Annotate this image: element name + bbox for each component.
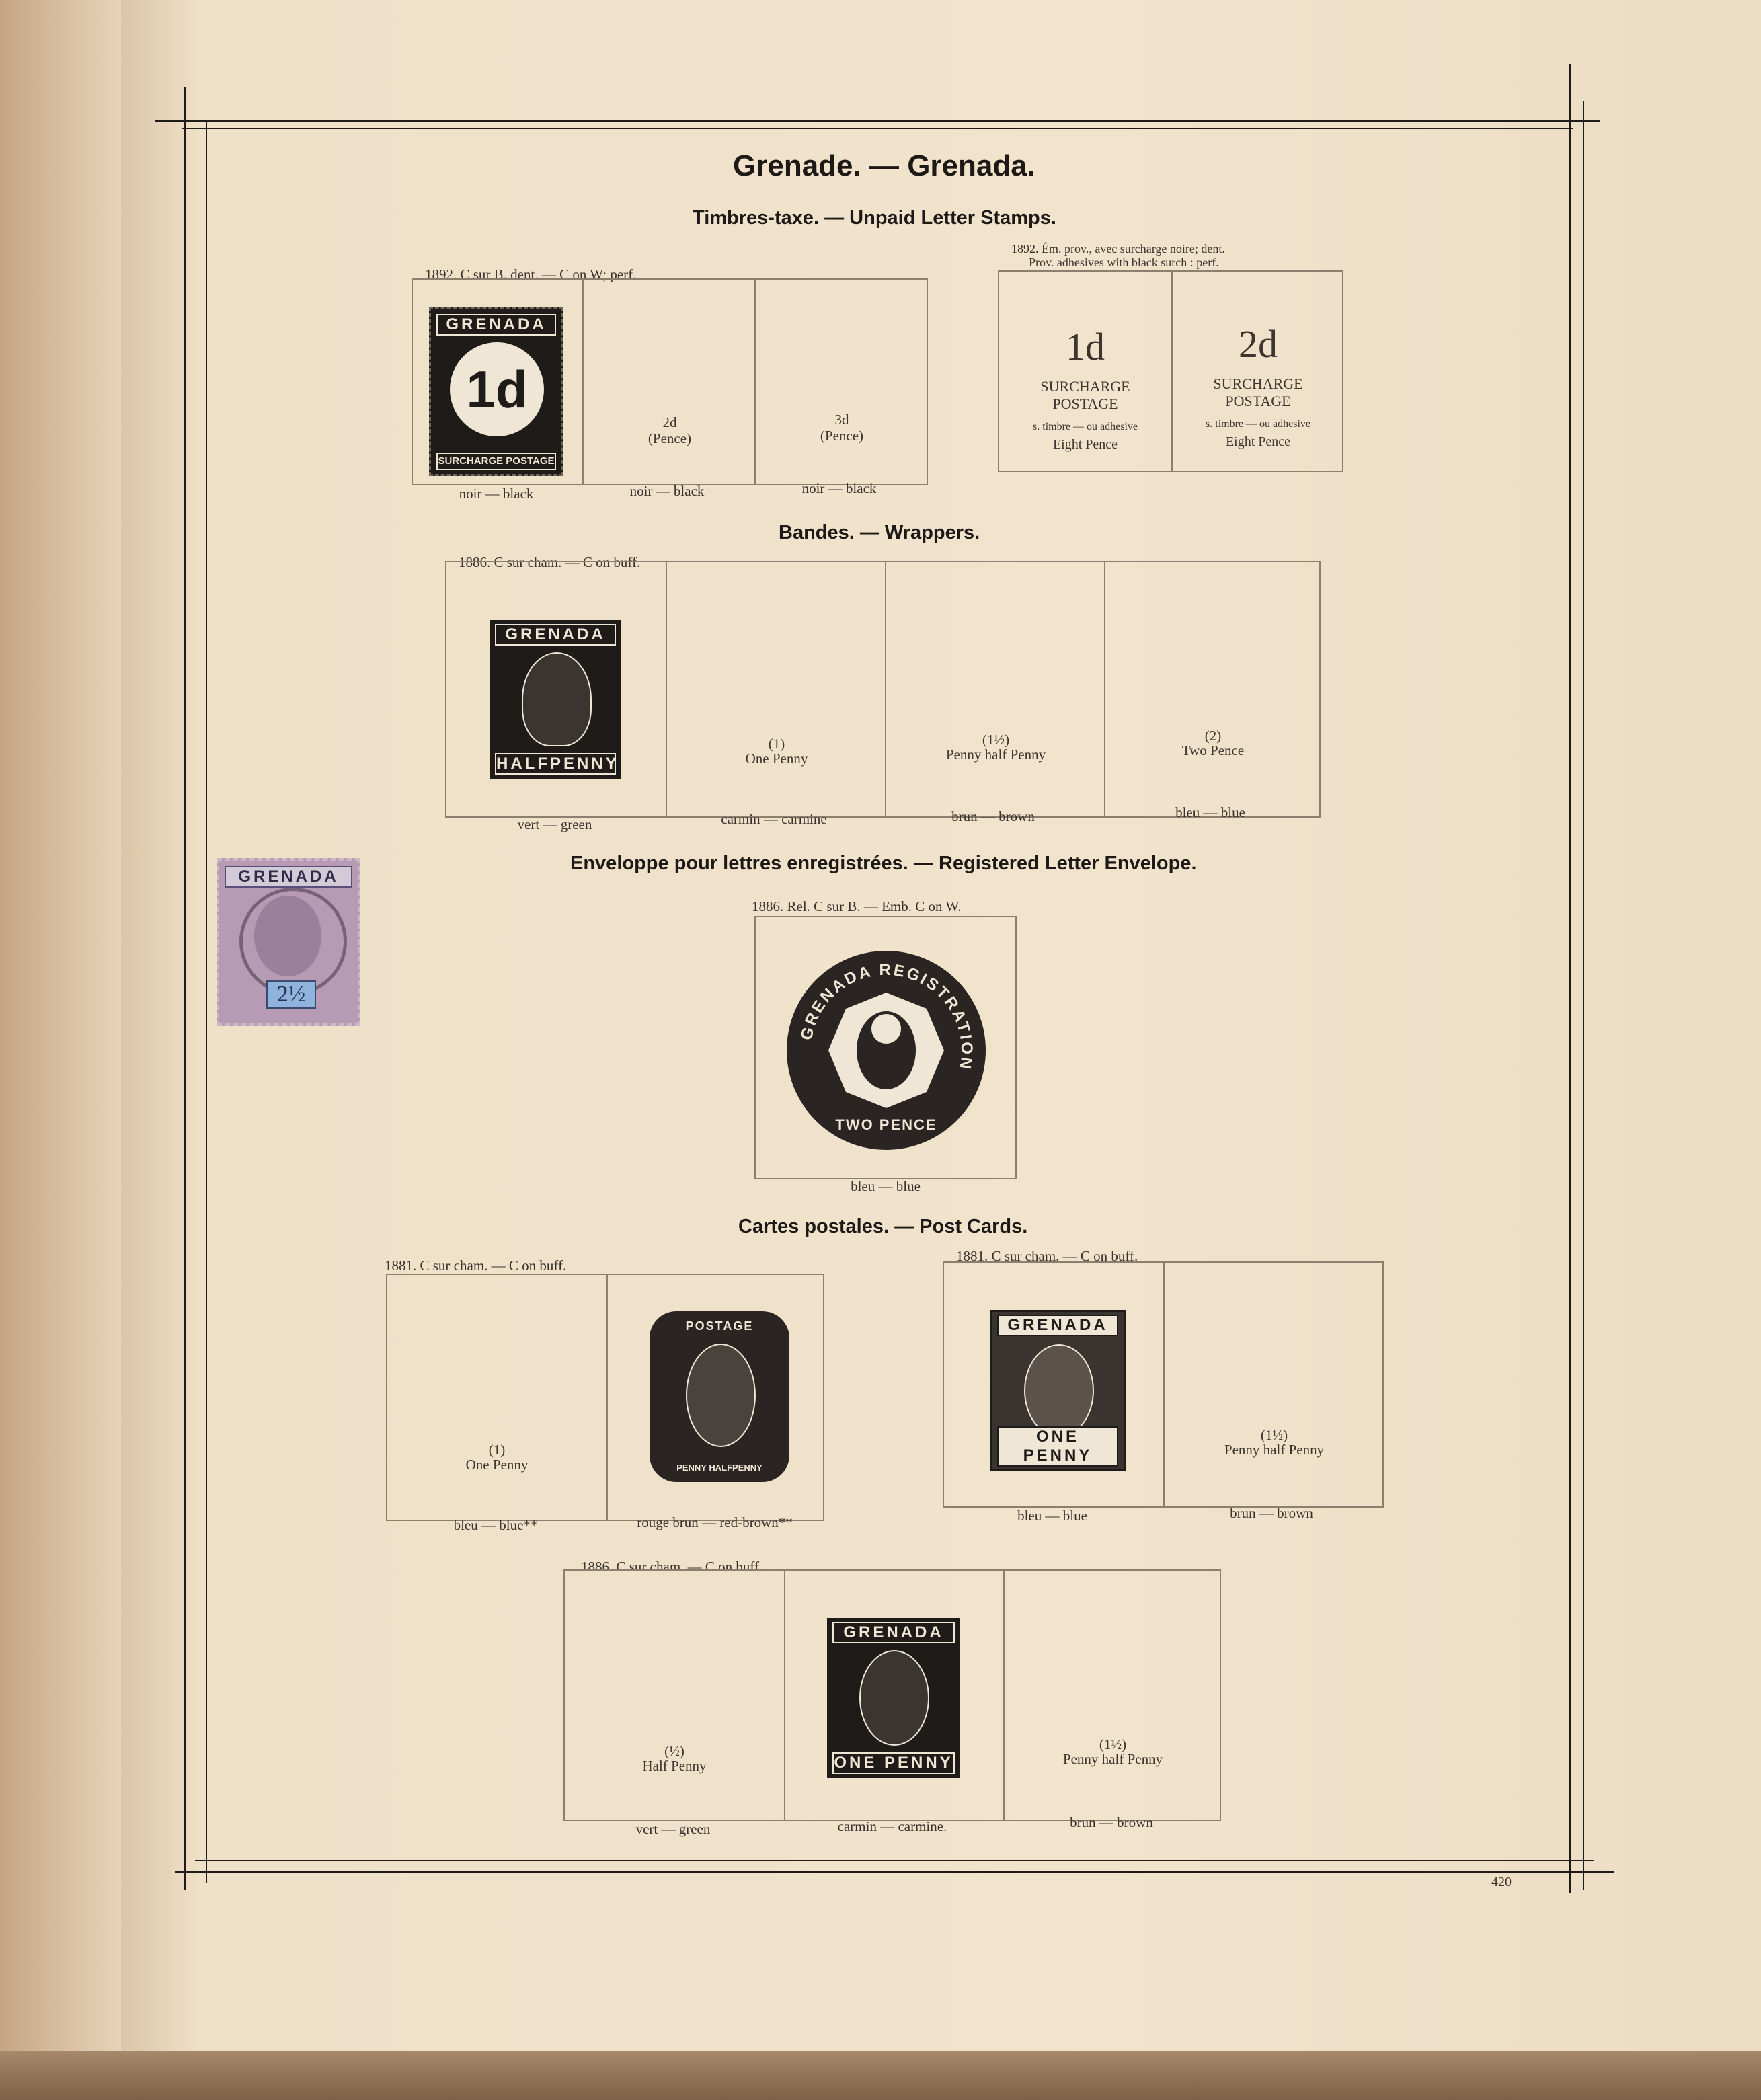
cell-value: (1) <box>768 736 785 752</box>
caption: bleu — blue <box>1175 804 1245 820</box>
prov-cell-1 <box>999 272 1171 471</box>
postcards-bottom-frame <box>563 1569 1221 1821</box>
postmark-icon <box>239 888 347 995</box>
caption: carmin — carmine <box>721 811 827 827</box>
wrappers-note: 1886. C sur cham. — C on buff. <box>459 554 641 570</box>
cell-label: Penny half Penny <box>1062 1751 1163 1767</box>
postcard-cell-4 <box>1163 1263 1384 1506</box>
border-bottom-inner <box>195 1860 1594 1861</box>
queen-portrait-icon <box>522 652 592 746</box>
cell-label: Penny half Penny <box>1224 1442 1325 1458</box>
registered-frame <box>754 916 1017 1179</box>
cell-label: One Penny <box>465 1456 529 1473</box>
postcards-left-frame <box>386 1274 824 1521</box>
caption: bleu — blue <box>851 1178 921 1194</box>
caption: brun — brown <box>1230 1505 1313 1521</box>
cell-value: (2) <box>1204 728 1222 744</box>
unpaid-frame <box>412 278 928 485</box>
queen-portrait-icon <box>686 1344 756 1447</box>
postcard-cell-6 <box>784 1571 1005 1820</box>
postcards-right-frame <box>943 1261 1384 1508</box>
caption: noir — black <box>801 480 877 496</box>
stamp-bottom-label: HALFPENNY <box>495 753 616 775</box>
caption: brun — brown <box>951 808 1035 824</box>
queen-portrait-icon <box>1024 1344 1094 1437</box>
unpaid-cell-3 <box>754 280 928 484</box>
stamp-bottom-label: ONE PENNY <box>997 1426 1118 1467</box>
cell-label: Half Penny <box>642 1758 707 1774</box>
stamp-value: 1d <box>466 360 528 419</box>
caption: bleu — blue** <box>453 1517 538 1533</box>
prov-line: s. timbre — ou adhesive <box>1033 421 1138 432</box>
registered-note: 1886. Rel. C sur B. — Emb. C on W. <box>752 898 962 915</box>
caption: noir — black <box>629 483 705 499</box>
provisional-frame <box>998 270 1343 472</box>
prov-line: Eight Pence <box>1052 437 1118 452</box>
prov-line: SURCHARGE <box>1040 378 1130 395</box>
stamp-country: GRENADA <box>997 1315 1118 1336</box>
cell-value: (1½) <box>1099 1736 1127 1752</box>
cell-label: Penny half Penny <box>945 746 1046 763</box>
prov-value: 1d <box>1066 325 1105 368</box>
caption: vert — green <box>517 816 592 832</box>
postcards-heading: Cartes postales. — Post Cards. <box>738 1216 1028 1237</box>
book-spine <box>0 0 121 2064</box>
cell-value: 3d <box>834 412 849 428</box>
wrapper-cell-4 <box>1104 562 1321 816</box>
loose-postage-stamp <box>217 858 360 1026</box>
stamp-top-label: POSTAGE <box>685 1319 754 1333</box>
postcard-cell-5 <box>565 1571 784 1820</box>
prov-cell-2 <box>1171 272 1343 471</box>
unpaid-right-note-1: 1892. Ém. prov., avec surcharge noire; dent. <box>1011 242 1225 256</box>
wrapper-cell-1 <box>446 562 666 816</box>
stamp-country: GRENADA <box>436 314 556 336</box>
cell-value: (1½) <box>1260 1427 1288 1443</box>
stamp-value: 2½ <box>266 980 316 1009</box>
unpaid-right-note-2: Prov. adhesives with black surch : perf. <box>1029 256 1219 269</box>
wrapper-cell-2 <box>666 562 886 816</box>
stamp-country: GRENADA <box>832 1622 955 1643</box>
queen-portrait-icon <box>859 1650 929 1746</box>
registered-heading: Enveloppe pour lettres enregistrées. — Registered Letter Envelope. <box>570 853 1197 874</box>
stamp-country: GRENADA <box>495 624 616 646</box>
postcard-cell-3 <box>944 1263 1163 1506</box>
prov-line: s. timbre — ou adhesive <box>1206 418 1310 430</box>
cell-value: 2d <box>662 414 677 430</box>
postcards-right-note: 1881. C sur cham. — C on buff. <box>956 1248 1138 1264</box>
postcards-left-note: 1881. C sur cham. — C on buff. <box>385 1257 567 1274</box>
stamp-bottom-label: ONE PENNY <box>832 1752 955 1774</box>
stamp-bottom-label: PENNY HALFPENNY <box>676 1463 762 1473</box>
border-right <box>1569 64 1571 1893</box>
caption: noir — black <box>459 485 534 502</box>
stamp-value-circle <box>447 340 547 439</box>
border-bottom <box>175 1871 1614 1873</box>
cell-label: One Penny <box>745 750 808 767</box>
postcard-cell-2 <box>606 1275 824 1520</box>
cell-label: (Pence) <box>820 428 864 444</box>
book-edge <box>0 2051 1761 2100</box>
wrappers-heading: Bandes. — Wrappers. <box>779 522 980 543</box>
caption: vert — green <box>635 1821 711 1837</box>
cell-label: Two Pence <box>1181 742 1245 759</box>
border-left-inner <box>206 121 207 1883</box>
page-title: Grenade. — Grenada. <box>733 149 1035 182</box>
prov-line: Eight Pence <box>1225 434 1291 449</box>
cell-value: (1½) <box>982 732 1010 748</box>
one-penny-stamp <box>990 1310 1126 1471</box>
cell-value: (1) <box>488 1442 506 1458</box>
border-right-inner <box>1583 101 1584 1890</box>
caption: brun — brown <box>1070 1814 1153 1830</box>
unpaid-left-note: 1892. C sur B. dent. — C on W; perf. <box>425 266 637 282</box>
stamp-country: GRENADA <box>225 866 352 888</box>
postcard-cell-1 <box>387 1275 606 1520</box>
page-number: 420 <box>1491 1875 1512 1890</box>
unpaid-cell-1 <box>413 280 582 484</box>
caption: carmin — carmine. <box>837 1818 947 1834</box>
prov-value: 2d <box>1239 322 1278 366</box>
ring-text: GRENADA REGISTRATION <box>797 960 976 1073</box>
postcard-cell-7 <box>1003 1571 1221 1820</box>
cell-value: (½) <box>664 1743 684 1759</box>
stamp-bottom-label: SURCHARGE POSTAGE <box>436 453 556 470</box>
halfpenny-stamp <box>490 620 621 779</box>
ring-bottom-text: TWO PENCE <box>835 1116 937 1133</box>
prov-line: SURCHARGE <box>1213 375 1303 392</box>
border-left <box>184 87 186 1890</box>
one-penny-stamp <box>827 1618 960 1778</box>
octagonal-postage-stamp <box>650 1311 789 1482</box>
wrappers-frame <box>445 561 1321 818</box>
border-top <box>155 120 1600 122</box>
cell-label: (Pence) <box>648 430 692 446</box>
prov-line: POSTAGE <box>1225 393 1291 410</box>
registration-emblem <box>787 951 986 1150</box>
unpaid-cell-2 <box>582 280 756 484</box>
unpaid-heading: Timbres-taxe. — Unpaid Letter Stamps. <box>693 207 1056 229</box>
postcards-bottom-note: 1886. C sur cham. — C on buff. <box>581 1559 763 1575</box>
caption: bleu — blue <box>1017 1508 1087 1524</box>
surcharge-postage-stamp <box>429 307 563 476</box>
wrapper-cell-3 <box>885 562 1105 816</box>
border-top-inner <box>182 128 1573 129</box>
prov-line: POSTAGE <box>1052 395 1118 412</box>
caption: rouge brun — red-brown** <box>637 1514 793 1530</box>
